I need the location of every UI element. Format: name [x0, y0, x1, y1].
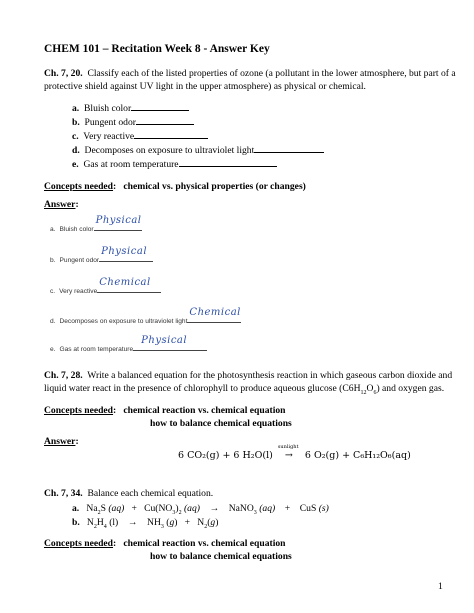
prompt-text: ) and oxygen gas. — [376, 383, 445, 394]
item-text: Pungent odor — [84, 117, 136, 128]
item-text: Very reactive — [83, 131, 135, 142]
question-1-prompt-line2: protective shield against UV light in the upper atmosphere) as physical or chemical. — [44, 81, 366, 92]
q3-equation-a: a. $Na_2S$ $(aq) + Cu(NO_3)_2$ (aq) → NaNO$_3$ (aq) + CuS (s) — [72, 503, 329, 516]
answer-line — [94, 215, 142, 231]
answer-line — [97, 277, 161, 293]
handwritten-answer: Physical — [95, 215, 142, 226]
answer-text: Pungent odor — [59, 257, 100, 264]
answer-letter: c. — [50, 288, 56, 295]
answer-blank — [254, 143, 324, 153]
answer-letter: d. — [50, 318, 56, 325]
answer-label: Answer — [44, 436, 76, 447]
q1-answer-d — [50, 307, 241, 328]
q1-item-a — [72, 101, 189, 115]
item-text: Bluish color — [84, 103, 132, 114]
q1-item-d — [72, 143, 324, 157]
item-letter: e. — [72, 159, 79, 170]
question-3-prompt: Balance each chemical equation. — [87, 488, 214, 499]
answer-line — [133, 335, 207, 351]
question-2-prompt-line1: Write a balanced equation for the photosynthesis reaction in which gaseous carbon dioxide and — [87, 370, 453, 381]
concepts-text: chemical reaction vs. chemical equation — [123, 405, 286, 416]
answer-text: Bluish color — [59, 226, 94, 233]
question-2-ref: Ch. 7, 28. — [44, 370, 83, 381]
q3-concepts-line2: how to balance chemical equations — [150, 551, 292, 562]
item-text: Decomposes on exposure to ultraviolet light — [84, 145, 255, 156]
answer-text: Very reactive — [59, 288, 98, 295]
equation-arrow: sunlight → — [277, 444, 299, 461]
question-1 — [44, 67, 456, 80]
answer-letter: b. — [50, 257, 56, 264]
q1-answer-b — [50, 246, 153, 267]
answer-blank — [136, 115, 194, 125]
item-letter: c. — [72, 131, 79, 142]
answer-blank — [179, 157, 277, 167]
answer-label: Answer — [44, 199, 76, 210]
answer-letter: e. — [50, 346, 56, 353]
equation-reactants: 6 CO₂(g) + 6 H₂O(l) — [178, 450, 273, 461]
answer-text: Decomposes on exposure to ultraviolet light — [59, 318, 188, 325]
q1-answer-e — [50, 335, 207, 356]
question-3 — [44, 487, 213, 500]
photosynthesis-equation — [178, 444, 411, 461]
page-title: CHEM 101 – Recitation Week 8 - Answer Key — [44, 43, 270, 55]
handwritten-answer: Physical — [101, 246, 148, 257]
item-letter: a. — [72, 103, 80, 114]
item-text: Gas at room temperature — [83, 159, 179, 170]
q1-item-e — [72, 157, 277, 171]
question-2-prompt-line2: liquid water react in the presence of chlorophyll to produce aqueous glucose $(C6H_{12}O_6)$ and oxygen gas. — [44, 383, 445, 396]
answer-blank — [134, 129, 208, 139]
q1-item-c — [72, 129, 208, 143]
prompt-text: liquid water react in the presence of chlorophyll to produce aqueous glucose (C — [44, 383, 349, 394]
concepts-label: Concepts needed — [44, 181, 114, 192]
q1-concepts: Concepts needed: chemical vs. physical properties (or changes) — [44, 181, 306, 192]
concepts-label: Concepts needed — [44, 538, 114, 549]
q1-answer-c — [50, 277, 161, 298]
arrow-label: sunlight — [277, 444, 299, 450]
question-2 — [44, 369, 452, 382]
concepts-text: chemical vs. physical properties (or changes) — [123, 181, 306, 192]
item-letter: b. — [72, 117, 80, 128]
answer-line — [187, 307, 241, 323]
concepts-text: chemical reaction vs. chemical equation — [123, 538, 286, 549]
answer-blank — [131, 101, 189, 111]
q1-answer-a — [50, 215, 142, 236]
handwritten-answer: Chemical — [99, 277, 151, 288]
q3-equation-b: b. $N_2H_4$ (l) → $NH_3$ $(g) + N_2(g)$ — [72, 517, 219, 530]
handwritten-answer: Physical — [141, 335, 188, 346]
q2-concepts: Concepts needed: chemical reaction vs. chemical equation — [44, 405, 286, 416]
equation-products: 6 O₂(g) + C₆H₁₂O₆(aq) — [304, 450, 411, 461]
q3-concepts: Concepts needed: chemical reaction vs. chemical equation — [44, 538, 286, 549]
answer-letter: a. — [50, 226, 56, 233]
question-3-ref: Ch. 7, 34. — [44, 488, 83, 499]
answer-text: Gas at room temperature — [59, 346, 134, 353]
item-letter: a. — [72, 503, 80, 514]
item-letter: d. — [72, 145, 80, 156]
handwritten-answer: Chemical — [189, 307, 241, 318]
answer-line — [99, 246, 153, 262]
page-number: 1 — [438, 581, 443, 592]
q1-answer-heading: Answer: — [44, 199, 79, 210]
question-1-ref: Ch. 7, 20. — [44, 68, 83, 79]
item-letter: b. — [72, 517, 80, 528]
q2-concepts-line2: how to balance chemical equations — [150, 418, 292, 429]
question-1-prompt-line1: Classify each of the listed properties of ozone (a pollutant in the lower atmosphere, but part of a — [87, 68, 456, 79]
q1-item-b — [72, 115, 194, 129]
concepts-label: Concepts needed — [44, 405, 114, 416]
q2-answer-heading: Answer: — [44, 436, 79, 447]
